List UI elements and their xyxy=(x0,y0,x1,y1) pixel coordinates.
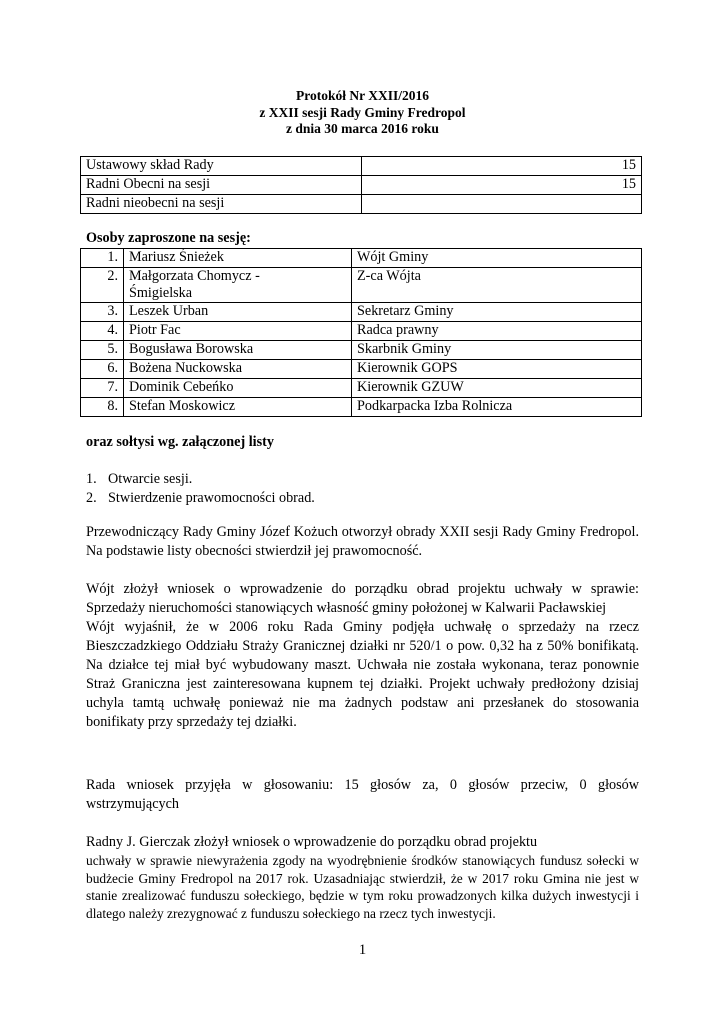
paragraph-motion-fund-cont: uchwały w sprawie niewyrażenia zgody na wyodrębnienie środków stanowiących fundusz sołecki w budżecie Gminy Fredropol na 2017 rok. Uzasadniając stwierdził, że w 2017 roku Gmina nie jest w stanie zrealizować funduszu sołeckiego, będzie w tym roku prowadzonych kilka dużych inwestycji i dlatego należy zrezygnować z funduszu sołeckiego na rzecz tych inwestycji. xyxy=(86,853,639,921)
table-row xyxy=(81,398,642,417)
attendance-label: Ustawowy skład Rady xyxy=(81,157,362,176)
agenda-text: Otwarcie sesji. xyxy=(108,471,193,487)
invited-name: Stefan Moskowicz xyxy=(124,398,352,417)
invited-number: 7. xyxy=(81,379,124,398)
table-row xyxy=(81,322,642,341)
agenda-text: Stwierdzenie prawomocności obrad. xyxy=(108,490,315,506)
attendance-value xyxy=(362,195,642,214)
invited-name: Bogusława Borowska xyxy=(124,341,352,360)
table-row xyxy=(81,379,642,398)
table-row xyxy=(81,360,642,379)
table-row xyxy=(81,195,642,214)
invited-role: Podkarpacka Izba Rolnicza xyxy=(352,398,642,417)
invited-role: Z-ca Wójta xyxy=(352,268,642,303)
paragraph-opening: Przewodniczący Rady Gminy Józef Kożuch otworzył obrady XXII sesji Rady Gminy Fredropol. Na podstawie listy obecności stwierdził jej prawomocność. xyxy=(86,524,639,559)
list-item xyxy=(86,489,315,508)
attendance-table xyxy=(80,156,642,214)
attendance-label: Radni Obecni na sesji xyxy=(81,176,362,195)
invited-heading: Osoby zaproszone na sesję: xyxy=(86,230,251,246)
invited-name: Dominik Cebeńko xyxy=(124,379,352,398)
invited-number: 5. xyxy=(81,341,124,360)
invited-name xyxy=(124,268,352,303)
attendance-value: 15 xyxy=(362,176,642,195)
paragraph-motion-sale xyxy=(86,580,639,732)
table-row xyxy=(81,176,642,195)
agenda-number: 1. xyxy=(86,471,97,487)
attendance-value: 15 xyxy=(362,157,642,176)
invited-name: Piotr Fac xyxy=(124,322,352,341)
invited-name-line2: Śmigielska xyxy=(129,285,193,301)
invited-number: 8. xyxy=(81,398,124,417)
invited-name: Bożena Nuckowska xyxy=(124,360,352,379)
invited-role: Radca prawny xyxy=(352,322,642,341)
session-date: z dnia 30 marca 2016 roku xyxy=(286,121,439,136)
attendance-label: Radni nieobecni na sesji xyxy=(81,195,362,214)
invited-name: Leszek Urban xyxy=(124,303,352,322)
invited-role: Kierownik GOPS xyxy=(352,360,642,379)
protocol-header xyxy=(0,88,725,138)
paragraph-text: Radny J. Gierczak złożył wniosek o wprowadzenie do porządku obrad projektu xyxy=(86,834,538,850)
invited-number: 4. xyxy=(81,322,124,341)
invited-number: 1. xyxy=(81,249,124,268)
paragraph-text: Wójt złożył wniosek o wprowadzenie do porządku obrad projektu uchwały w sprawie: Sprzedaży nieruchomości stanowiących własność gminy położonej w Kalwarii Pacławskiej xyxy=(86,581,639,616)
paragraph-vote: Rada wniosek przyjęła w głosowaniu: 15 głosów za, 0 głosów przeciw, 0 głosów wstrzymujących xyxy=(86,777,639,812)
invited-role: Skarbnik Gminy xyxy=(352,341,642,360)
agenda-list xyxy=(86,470,315,508)
invited-role: Kierownik GZUW xyxy=(352,379,642,398)
table-row xyxy=(81,341,642,360)
invited-table xyxy=(80,248,642,417)
page-number: 1 xyxy=(358,942,367,958)
paragraph-text: Wójt wyjaśnił, że w 2006 roku Rada Gminy podjęła uchwałę o sprzedaży na rzecz Bieszczadzkiego Oddziału Straży Granicznej działki nr 520/1 o pow. 0,32 ha z 50% bonifikatą. Na działce tej miał być wybudowany maszt. Uchwała nie została wykonana, teraz ponownie Straż Graniczna jest zainteresowana kupnem tej działki. Projekt uchwały predłożony dzisiaj uchyla tamtą uchwałę ponieważ nie ma żadnych podstaw ani przesłanek do stosowania bonifikaty przy sprzedaży tej działki. xyxy=(86,619,639,730)
soltysi-note: oraz sołtysi wg. załączonej listy xyxy=(86,434,274,450)
invited-name: Mariusz Śnieżek xyxy=(124,249,352,268)
invited-role: Wójt Gminy xyxy=(352,249,642,268)
list-item xyxy=(86,470,315,489)
table-row xyxy=(81,249,642,268)
paragraph-motion-fund xyxy=(86,833,639,852)
table-row xyxy=(81,268,642,303)
invited-number: 2. xyxy=(81,268,124,303)
table-row xyxy=(81,303,642,322)
protocol-title: Protokół Nr XXII/2016 xyxy=(295,88,429,103)
invited-number: 3. xyxy=(81,303,124,322)
invited-name-line1: Małgorzata Chomycz - xyxy=(129,268,260,284)
agenda-number: 2. xyxy=(86,490,97,506)
invited-number: 6. xyxy=(81,360,124,379)
session-name: z XXII sesji Rady Gminy Fredropol xyxy=(259,104,466,120)
table-row xyxy=(81,157,642,176)
invited-role: Sekretarz Gminy xyxy=(352,303,642,322)
